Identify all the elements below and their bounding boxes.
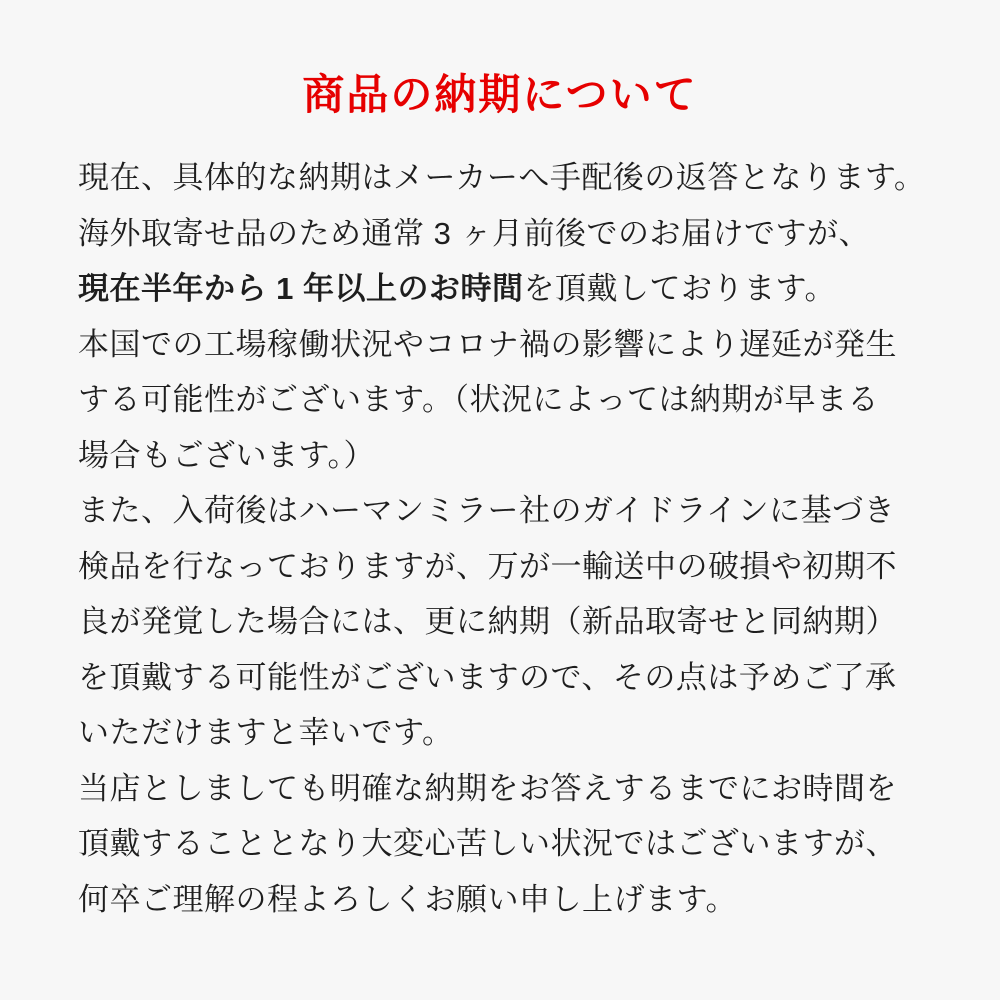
- text-line: [78, 372, 940, 428]
- text-line: [78, 816, 940, 872]
- text-line: [78, 428, 940, 484]
- text-line: [78, 483, 940, 539]
- text-segment: 検品を行なっておりますが、万が一輸送中の破損や初期不: [78, 548, 897, 584]
- text-segment: 本国での工場稼働状況やコロナ禍の影響により遅延が発生: [78, 326, 897, 362]
- text-line: [78, 261, 940, 317]
- text-segment: いただけますと幸いです。: [78, 715, 454, 750]
- text-line: [78, 539, 940, 595]
- text-line: [78, 872, 940, 928]
- page-title: 商品の納期について: [302, 71, 698, 118]
- text-line: [78, 594, 940, 650]
- text-segment: 海外取寄せ品のため通常 3 ヶ月前後でのお届けですが、: [78, 215, 870, 251]
- text-line: [78, 206, 940, 262]
- text-segment: を頂戴する可能性がございますので、その点は予めご了承: [78, 659, 897, 695]
- text-line: [78, 761, 940, 817]
- text-segment: 頂戴することとなり大変心苦しい状況ではございますが、: [78, 826, 897, 861]
- text-line: [78, 705, 940, 761]
- text-line: [78, 150, 940, 206]
- notice-body: [78, 150, 940, 927]
- text-segment: 現在、具体的な納期はメーカーへ手配後の返答となります。: [78, 160, 926, 195]
- text-segment: 何卒ご理解の程よろしくお願い申し上げます。: [78, 881, 738, 917]
- text-segment: また、入荷後はハーマンミラー社のガイドラインに基づき: [78, 493, 896, 528]
- text-line: [78, 317, 940, 373]
- text-segment: 良が発覚した場合には、更に納期（新品取寄せと同納期）: [78, 604, 897, 639]
- text-segment: を頂戴しております。: [523, 271, 836, 306]
- text-segment: する可能性がございます。（状況によっては納期が早まる: [78, 382, 880, 417]
- emphasis-text: 現在半年から 1 年以上のお時間: [78, 271, 524, 306]
- text-line: [78, 650, 940, 706]
- text-segment: 当店としましても明確な納期をお答えするまでにお時間を: [78, 770, 897, 806]
- text-segment: 場合もございます。）: [78, 437, 376, 473]
